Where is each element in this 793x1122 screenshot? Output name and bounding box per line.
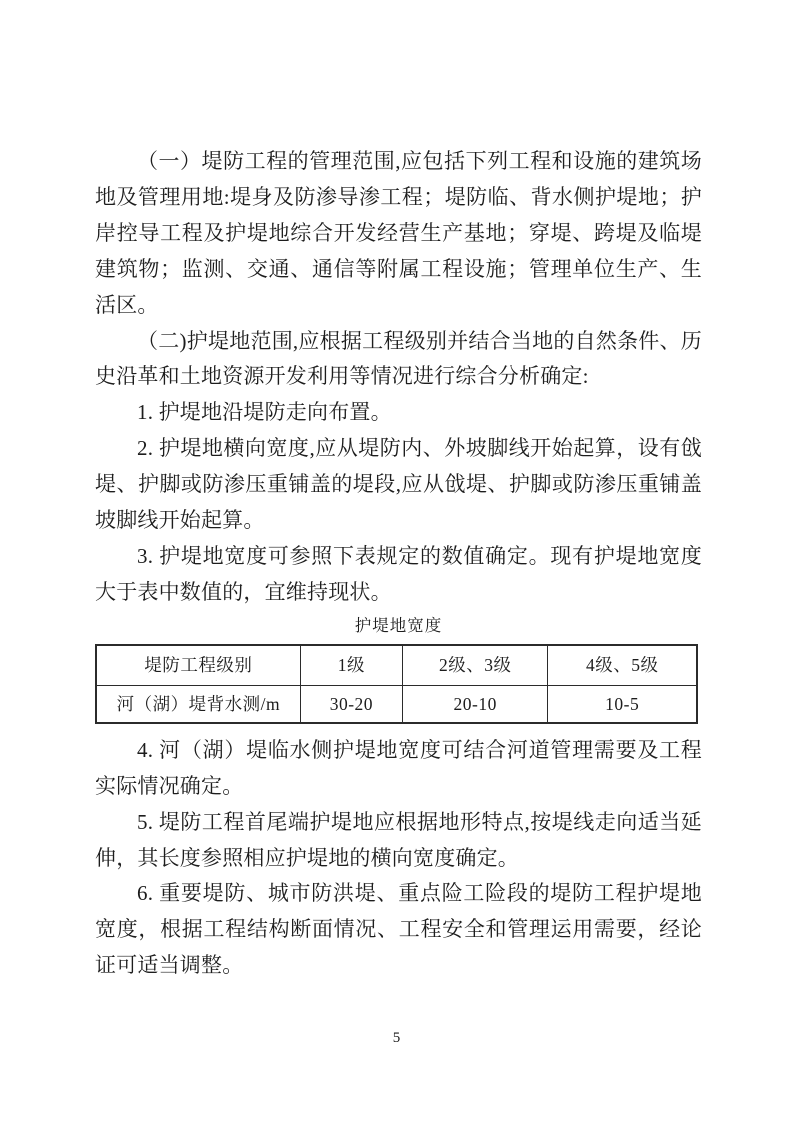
width-table [95,644,698,724]
list-item-4: 4. 河（湖）堤临水侧护堤地宽度可结合河道管理需要及工程实际情况确定。 [95,737,702,798]
width-table-section [95,614,702,724]
table-value-grade-1: 30-20 [300,686,402,723]
paragraph-protection-land-scope: （二)护堤地范围,应根据工程级别并结合当地的自然条件、历史沿革和土地资源开发利用等情况进行综合分析确定: [95,328,702,389]
list-item-3: 3. 护堤地宽度可参照下表规定的数值确定。现有护堤地宽度大于表中数值的，宜维持现状。 [95,543,702,604]
list-item-2: 2. 护堤地横向宽度,应从堤防内、外坡脚线开始起算，设有戗堤、护脚或防渗压重铺盖的堤段,应从戗堤、护脚或防渗压重铺盖坡脚线开始起算。 [95,436,702,533]
list-item-6: 6. 重要堤防、城市防洪堤、重点险工险段的堤防工程护堤地宽度，根据工程结构断面情况、工程安全和管理运用需要，经论证可适当调整。 [95,881,702,978]
table-row-label: 河（湖）堤背水测/m [96,686,300,723]
table-header-grade-2-3: 2级、3级 [402,645,547,686]
document-content [95,144,702,984]
table-data-row [96,686,697,723]
table-value-grade-4-5: 10-5 [548,686,697,723]
table-header-row [96,645,697,686]
paragraph-management-scope: （一）堤防工程的管理范围,应包括下列工程和设施的建筑场地及管理用地:堤身及防渗导渗工程；堤防临、背水侧护堤地；护岸控导工程及护堤地综合开发经营生产基地；穿堤、跨堤及临堤建筑物；监测、交通、通信等附属工程设施；管理单位生产、生活区。 [95,149,702,317]
table-header-grade-1: 1级 [300,645,402,686]
after-table-paragraphs [95,733,702,984]
list-item-1: 1. 护堤地沿堤防走向布置。 [137,400,392,425]
list-item-5: 5. 堤防工程首尾端护堤地应根据地形特点,按堤线走向适当延伸，其长度参照相应护堤地的横向宽度确定。 [95,809,702,870]
page-number: 5 [392,1030,401,1046]
table-title: 护堤地宽度 [354,615,443,635]
table-header-grade-4-5: 4级、5级 [548,645,697,686]
table-header-level: 堤防工程级别 [96,645,300,686]
table-value-grade-2-3: 20-10 [402,686,547,723]
